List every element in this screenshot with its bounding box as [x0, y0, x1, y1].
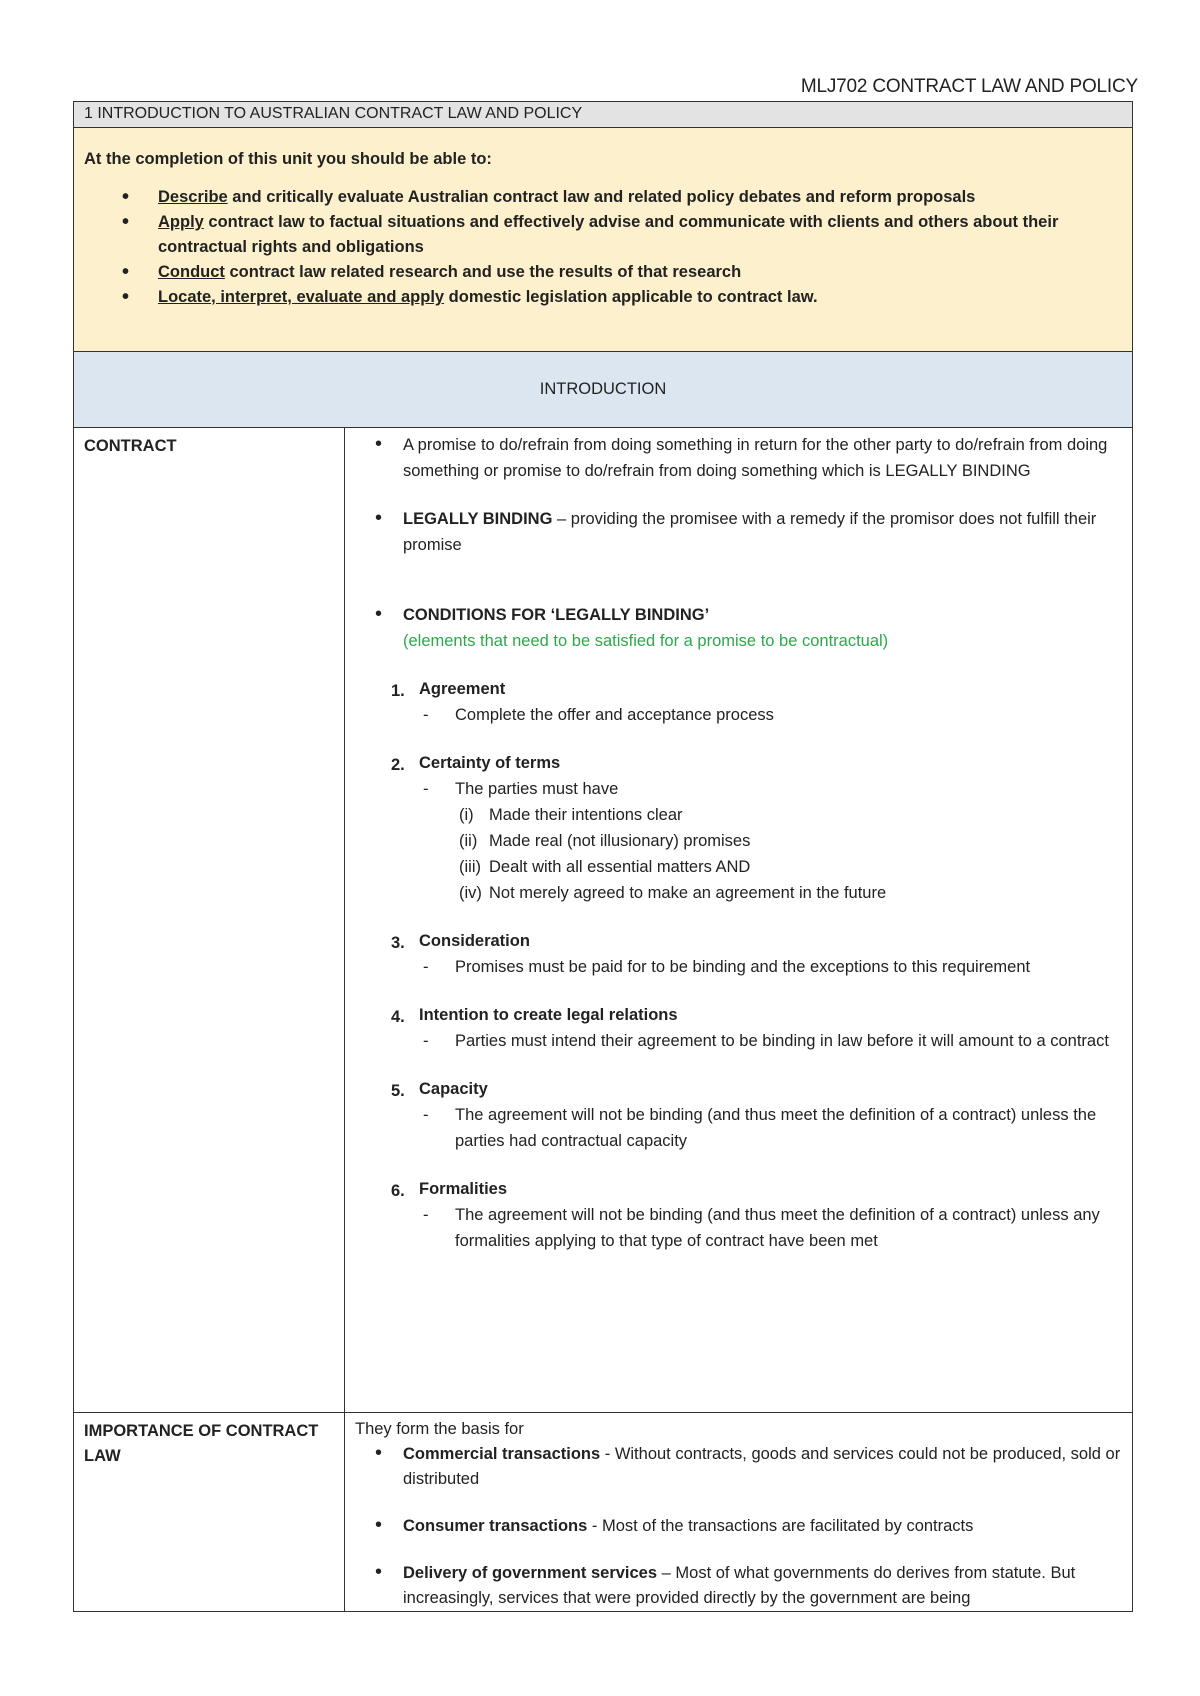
importance-item [355, 1442, 1122, 1492]
outcomes-list [84, 185, 1122, 310]
contract-content [345, 428, 1132, 1412]
sub-point-text: Made their intentions clear [489, 806, 683, 824]
element-point: - Promises must be paid for to be binding and the exceptions to this requirement [355, 954, 1122, 980]
importance-text: - Most of the transactions are facilitated by contracts [587, 1517, 974, 1535]
notes-table [73, 101, 1133, 1612]
element-number: 5. [391, 1082, 405, 1100]
outcome-text: domestic legislation applicable to contract law. [444, 288, 818, 306]
element-point: - Complete the offer and acceptance process [355, 702, 1122, 728]
outcome-item [158, 260, 1122, 285]
legally-binding-definition: – providing the promisee with a remedy if the promisor does not fulfill their promise [403, 510, 1097, 554]
element-title [355, 676, 1122, 702]
element-point: - The parties must have [355, 776, 1122, 802]
legally-binding-term: LEGALLY BINDING [403, 510, 553, 528]
element-title [355, 1002, 1122, 1028]
element-title-text: Intention to create legal relations [419, 1006, 678, 1024]
outcome-verb: Describe [158, 188, 228, 206]
importance-term: Commercial transactions [403, 1445, 601, 1463]
section-heading: INTRODUCTION [74, 352, 1132, 428]
outcome-text: contract law to factual situations and effectively advise and communicate with clients and others about their contractual rights and obligations [158, 213, 1059, 256]
sub-point-numeral: (i) [459, 806, 474, 824]
sub-point-numeral: (iii) [459, 858, 481, 876]
legally-binding-item [355, 506, 1122, 558]
sub-point-text: Not merely agreed to make an agreement in the future [489, 884, 887, 902]
importance-item [355, 1561, 1122, 1611]
importance-item [355, 1514, 1122, 1539]
outcome-verb: Apply [158, 213, 204, 231]
outcome-verb: Conduct [158, 263, 225, 281]
element-point: - The agreement will not be binding (and thus meet the definition of a contract) unless any formalities applying to that type of contract have been met [355, 1202, 1122, 1254]
outcome-item [158, 185, 1122, 210]
sub-point-numeral: (ii) [459, 832, 478, 850]
outcome-verb: Locate, interpret, evaluate and apply [158, 288, 445, 306]
outcome-item [158, 210, 1122, 260]
element-number: 1. [391, 682, 405, 700]
element-title [355, 1076, 1122, 1102]
element-point: - The agreement will not be binding (and thus meet the definition of a contract) unless the parties had contractual capacity [355, 1102, 1122, 1154]
outcome-item [158, 285, 1122, 310]
outcome-text: contract law related research and use the results of that research [224, 263, 742, 281]
sub-point-numeral: (iv) [459, 884, 482, 902]
contract-row [74, 428, 1132, 1413]
element-title [355, 750, 1122, 776]
element-title [355, 928, 1122, 954]
sub-point [355, 880, 1122, 906]
contract-definition: • A promise to do/refrain from doing something in return for the other party to do/refrain from doing something or promise to do/refrain from doing something which is LEGALLY BINDING [355, 432, 1122, 484]
importance-text: - Without contracts, goods and services could not be produced, sold or distributed [403, 1445, 1121, 1488]
element-title-text: Capacity [419, 1080, 488, 1098]
sub-point [355, 854, 1122, 880]
page-header: MLJ702 CONTRACT LAW AND POLICY [800, 76, 1138, 97]
element-title-text: Formalities [419, 1180, 508, 1198]
importance-term: Consumer transactions [403, 1517, 588, 1535]
element-title-text: Certainty of terms [419, 754, 561, 772]
learning-outcomes [74, 128, 1132, 352]
element-title-text: Consideration [419, 932, 530, 950]
importance-label: IMPORTANCE OF CONTRACT LAW [74, 1413, 345, 1611]
element-title-text: Agreement [419, 680, 506, 698]
importance-content [345, 1413, 1132, 1611]
outcomes-intro: At the completion of this unit you should be able to: [84, 150, 492, 168]
conditions-heading: CONDITIONS FOR ‘LEGALLY BINDING’ [403, 606, 710, 624]
element-number: 4. [391, 1008, 405, 1026]
importance-text: – Most of what governments do derives from statute. But increasingly, services that were provided directly by the government are being [403, 1564, 1076, 1607]
importance-row [74, 1413, 1132, 1611]
outcome-text: and critically evaluate Australian contract law and related policy debates and reform proposals [227, 188, 976, 206]
sub-point [355, 828, 1122, 854]
importance-lead: They form the basis for [355, 1420, 524, 1438]
unit-title: 1 INTRODUCTION TO AUSTRALIAN CONTRACT LAW AND POLICY [74, 102, 1132, 128]
conditions-note: (elements that need to be satisfied for a promise to be contractual) [403, 632, 889, 650]
element-number: 3. [391, 934, 405, 952]
element-number: 2. [391, 756, 405, 774]
element-number: 6. [391, 1182, 405, 1200]
contract-label: CONTRACT [74, 428, 345, 1412]
sub-point [355, 802, 1122, 828]
element-point: - Parties must intend their agreement to be binding in law before it will amount to a contract [355, 1028, 1122, 1054]
element-title [355, 1176, 1122, 1202]
sub-point-text: Dealt with all essential matters AND [489, 858, 751, 876]
importance-term: Delivery of government services [403, 1564, 658, 1582]
sub-point-text: Made real (not illusionary) promises [489, 832, 751, 850]
conditions-item [355, 602, 1122, 654]
